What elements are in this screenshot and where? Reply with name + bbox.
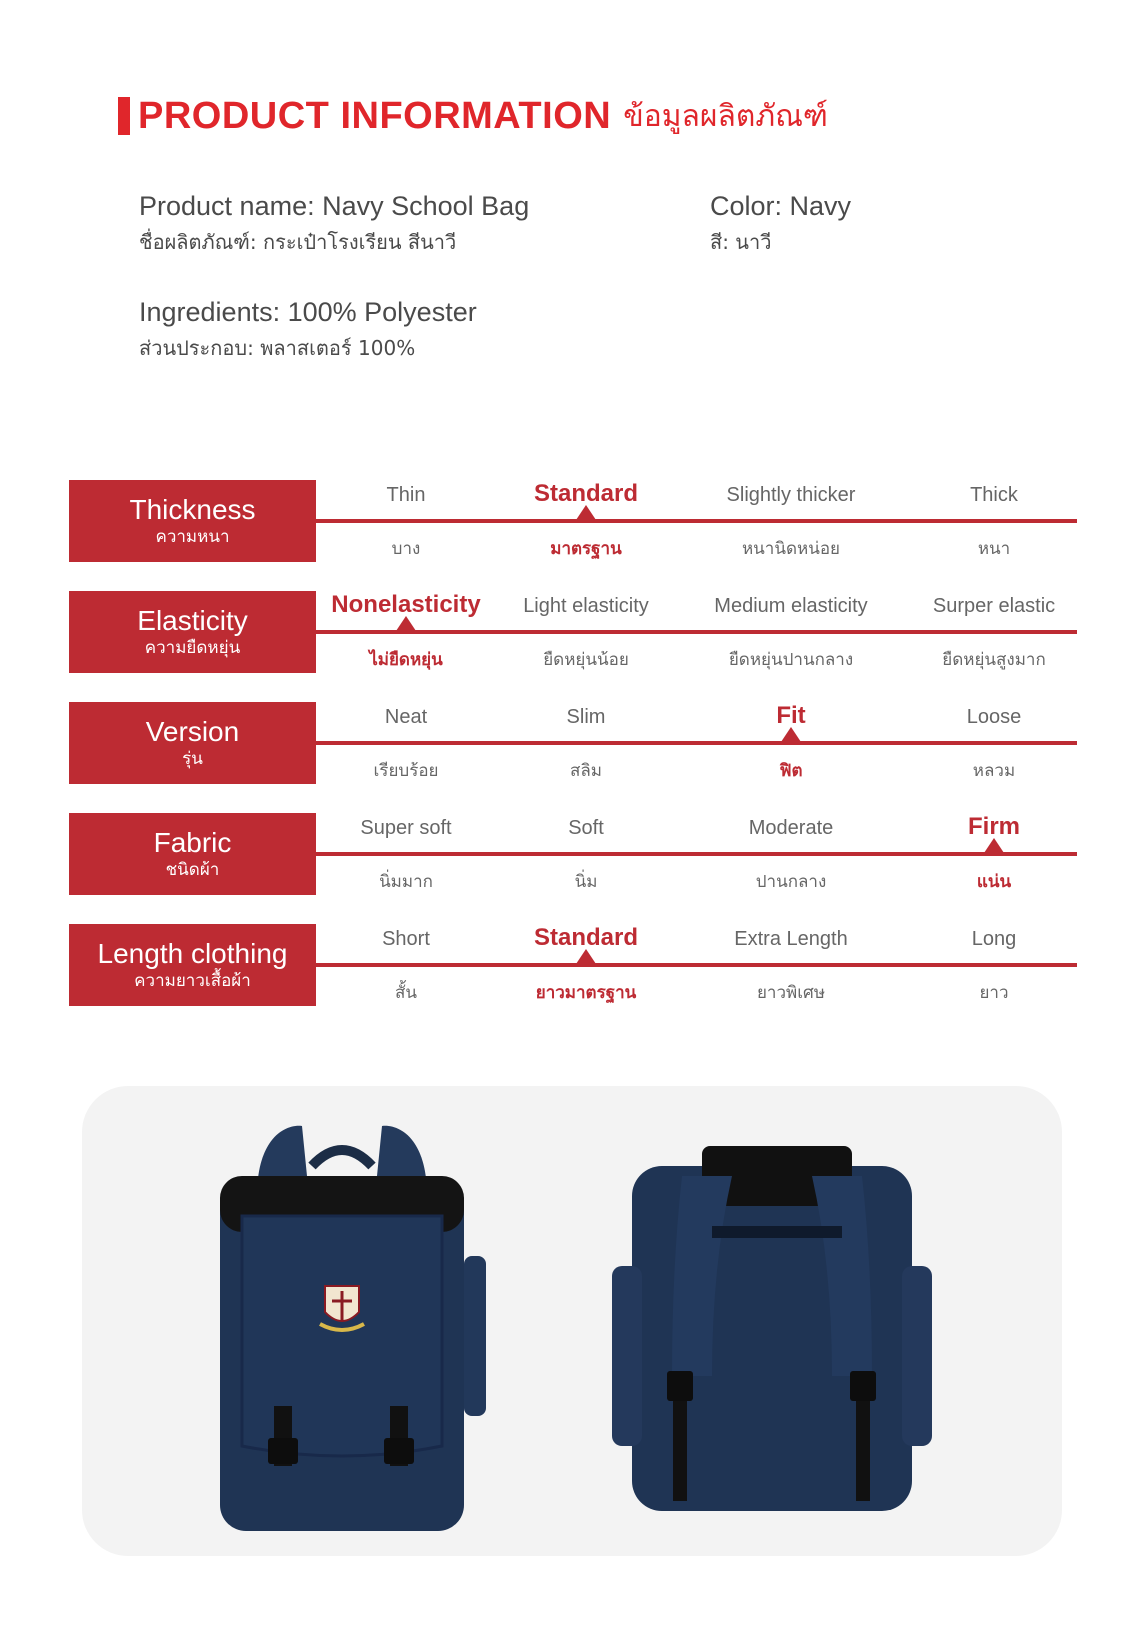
rating-option bbox=[701, 591, 881, 673]
rating-row-thickness bbox=[69, 480, 1077, 562]
rating-option-th: นิ่ม bbox=[574, 872, 598, 892]
title-accent-bar bbox=[118, 97, 130, 135]
rating-option-th: ฟิต bbox=[779, 761, 803, 781]
page-title bbox=[118, 92, 828, 140]
product-color-th: สี: นาวี bbox=[710, 230, 772, 254]
rating-option bbox=[496, 813, 676, 895]
rating-option-th: นิ่มมาก bbox=[379, 872, 433, 892]
rating-option-en: Neat bbox=[384, 706, 428, 728]
rating-option bbox=[496, 591, 676, 673]
rating-label bbox=[69, 702, 316, 784]
rating-option bbox=[496, 702, 676, 784]
rating-option-en: Firm bbox=[967, 813, 1020, 840]
front-flap bbox=[242, 1216, 442, 1456]
selected-marker-icon bbox=[394, 616, 418, 634]
rating-row-fabric bbox=[69, 813, 1077, 895]
rating-option-en: Soft bbox=[568, 817, 604, 839]
product-name-en: Product name: Navy School Bag bbox=[139, 191, 530, 221]
rating-label-en: Elasticity bbox=[137, 605, 248, 636]
rating-option-th: สลิม bbox=[570, 761, 602, 781]
rating-option-th: หลวม bbox=[972, 761, 1016, 781]
rating-row-version bbox=[69, 702, 1077, 784]
strap-buckle-right-icon bbox=[850, 1371, 876, 1401]
rating-label-en: Fabric bbox=[153, 827, 232, 858]
backpack-back-image bbox=[602, 1116, 942, 1536]
rating-option-en: Short bbox=[382, 928, 430, 950]
rating-label-th: ความยืดหยุ่น bbox=[144, 638, 241, 658]
rating-option bbox=[904, 480, 1084, 562]
rating-option bbox=[904, 591, 1084, 673]
product-color-block bbox=[710, 191, 851, 258]
rating-option-th: ยาว bbox=[979, 983, 1009, 1003]
rating-option bbox=[496, 480, 676, 562]
selected-marker-icon bbox=[779, 727, 803, 745]
rating-option-en: Slightly thicker bbox=[726, 484, 856, 506]
rating-option-th: ปานกลาง bbox=[755, 872, 827, 892]
title-english: PRODUCT INFORMATION bbox=[138, 94, 612, 137]
rating-label-en: Thickness bbox=[129, 494, 256, 525]
rating-option-th: แน่น bbox=[976, 872, 1012, 892]
rating-option-en: Super soft bbox=[360, 817, 452, 839]
rating-label bbox=[69, 480, 316, 562]
product-ingredients-en: Ingredients: 100% Polyester bbox=[139, 297, 477, 327]
rating-label-en: Version bbox=[145, 716, 240, 747]
rating-label-th: ความยาวเสื้อผ้า bbox=[134, 971, 251, 991]
rating-option bbox=[316, 702, 496, 784]
rating-label-en: Length clothing bbox=[97, 938, 288, 969]
product-ingredients-th: ส่วนประกอบ: พลาสเตอร์ 100% bbox=[139, 336, 416, 360]
rating-option-th: ยืดหยุ่นน้อย bbox=[543, 650, 629, 670]
rating-option bbox=[701, 924, 881, 1006]
rating-row-length bbox=[69, 924, 1077, 1006]
rating-label-th: ชนิดผ้า bbox=[165, 860, 220, 880]
rating-option-en: Extra Length bbox=[734, 928, 848, 950]
rating-option-en: Moderate bbox=[748, 817, 834, 839]
rating-option-en: Slim bbox=[566, 706, 606, 728]
rating-label bbox=[69, 924, 316, 1006]
rating-option bbox=[316, 924, 496, 1006]
rating-option bbox=[496, 924, 676, 1006]
product-name-block bbox=[139, 191, 529, 258]
rating-label bbox=[69, 591, 316, 673]
rating-row-elasticity bbox=[69, 591, 1077, 673]
top-handle bbox=[312, 1150, 372, 1166]
rating-label-th: รุ่น bbox=[182, 749, 203, 769]
selected-marker-icon bbox=[574, 949, 598, 967]
side-pocket-right bbox=[902, 1266, 932, 1446]
buckle-right-icon bbox=[384, 1438, 414, 1464]
rating-label bbox=[69, 813, 316, 895]
buckle-left-icon bbox=[268, 1438, 298, 1464]
rating-option-th: หนานิดหน่อย bbox=[741, 539, 841, 559]
rating-option-th: ไม่ยืดหยุ่น bbox=[369, 650, 443, 670]
selected-marker-icon bbox=[982, 838, 1006, 856]
rating-option bbox=[316, 480, 496, 562]
side-pocket bbox=[464, 1256, 486, 1416]
product-photo-panel bbox=[82, 1086, 1062, 1556]
rating-option-en: Light elasticity bbox=[523, 595, 649, 617]
rating-option bbox=[316, 591, 496, 673]
rating-option bbox=[701, 480, 881, 562]
rating-option-th: มาตรฐาน bbox=[550, 539, 622, 559]
rating-label-th: ความหนา bbox=[155, 527, 230, 547]
rating-option-en: Thin bbox=[386, 484, 426, 506]
product-color-en: Color: Navy bbox=[710, 191, 852, 221]
rating-option-en: Fit bbox=[776, 702, 806, 729]
rating-option bbox=[316, 813, 496, 895]
rating-option-en: Long bbox=[971, 928, 1017, 950]
rating-option-en: Standard bbox=[533, 480, 638, 507]
rating-option bbox=[904, 813, 1084, 895]
rating-option-th: ยืดหยุ่นสูงมาก bbox=[942, 650, 1046, 670]
rating-option-en: Thick bbox=[970, 484, 1018, 506]
rating-option bbox=[701, 813, 881, 895]
back-zipper bbox=[712, 1226, 842, 1238]
rating-option-en: Surper elastic bbox=[932, 595, 1056, 617]
rating-option bbox=[904, 924, 1084, 1006]
title-thai: ข้อมูลผลิตภัณฑ์ bbox=[623, 98, 828, 134]
product-name-th: ชื่อผลิตภัณฑ์: กระเป๋าโรงเรียน สีนาวี bbox=[139, 230, 457, 254]
rating-option-en: Medium elasticity bbox=[714, 595, 868, 617]
rating-option-th: ยาวพิเศษ bbox=[756, 983, 826, 1003]
strap-buckle-left-icon bbox=[667, 1371, 693, 1401]
strap-tail-left bbox=[673, 1401, 687, 1501]
rating-option-th: หนา bbox=[977, 539, 1011, 559]
rating-option bbox=[701, 702, 881, 784]
rating-option-en: Standard bbox=[533, 924, 638, 951]
rating-option-th: ยืดหยุ่นปานกลาง bbox=[728, 650, 854, 670]
rating-option-en: Loose bbox=[966, 706, 1022, 728]
rating-option-th: สั้น bbox=[395, 983, 417, 1003]
strap-tail-right bbox=[856, 1401, 870, 1501]
rating-option-th: บาง bbox=[391, 539, 421, 559]
side-pocket-left bbox=[612, 1266, 642, 1446]
product-ingredients-block bbox=[139, 297, 477, 364]
rating-option-en: Nonelasticity bbox=[331, 591, 481, 618]
selected-marker-icon bbox=[574, 505, 598, 523]
rating-option-th: เรียบร้อย bbox=[373, 761, 439, 781]
rating-option-th: ยาวมาตรฐาน bbox=[535, 983, 637, 1003]
rating-option bbox=[904, 702, 1084, 784]
backpack-front-image bbox=[182, 1116, 502, 1536]
